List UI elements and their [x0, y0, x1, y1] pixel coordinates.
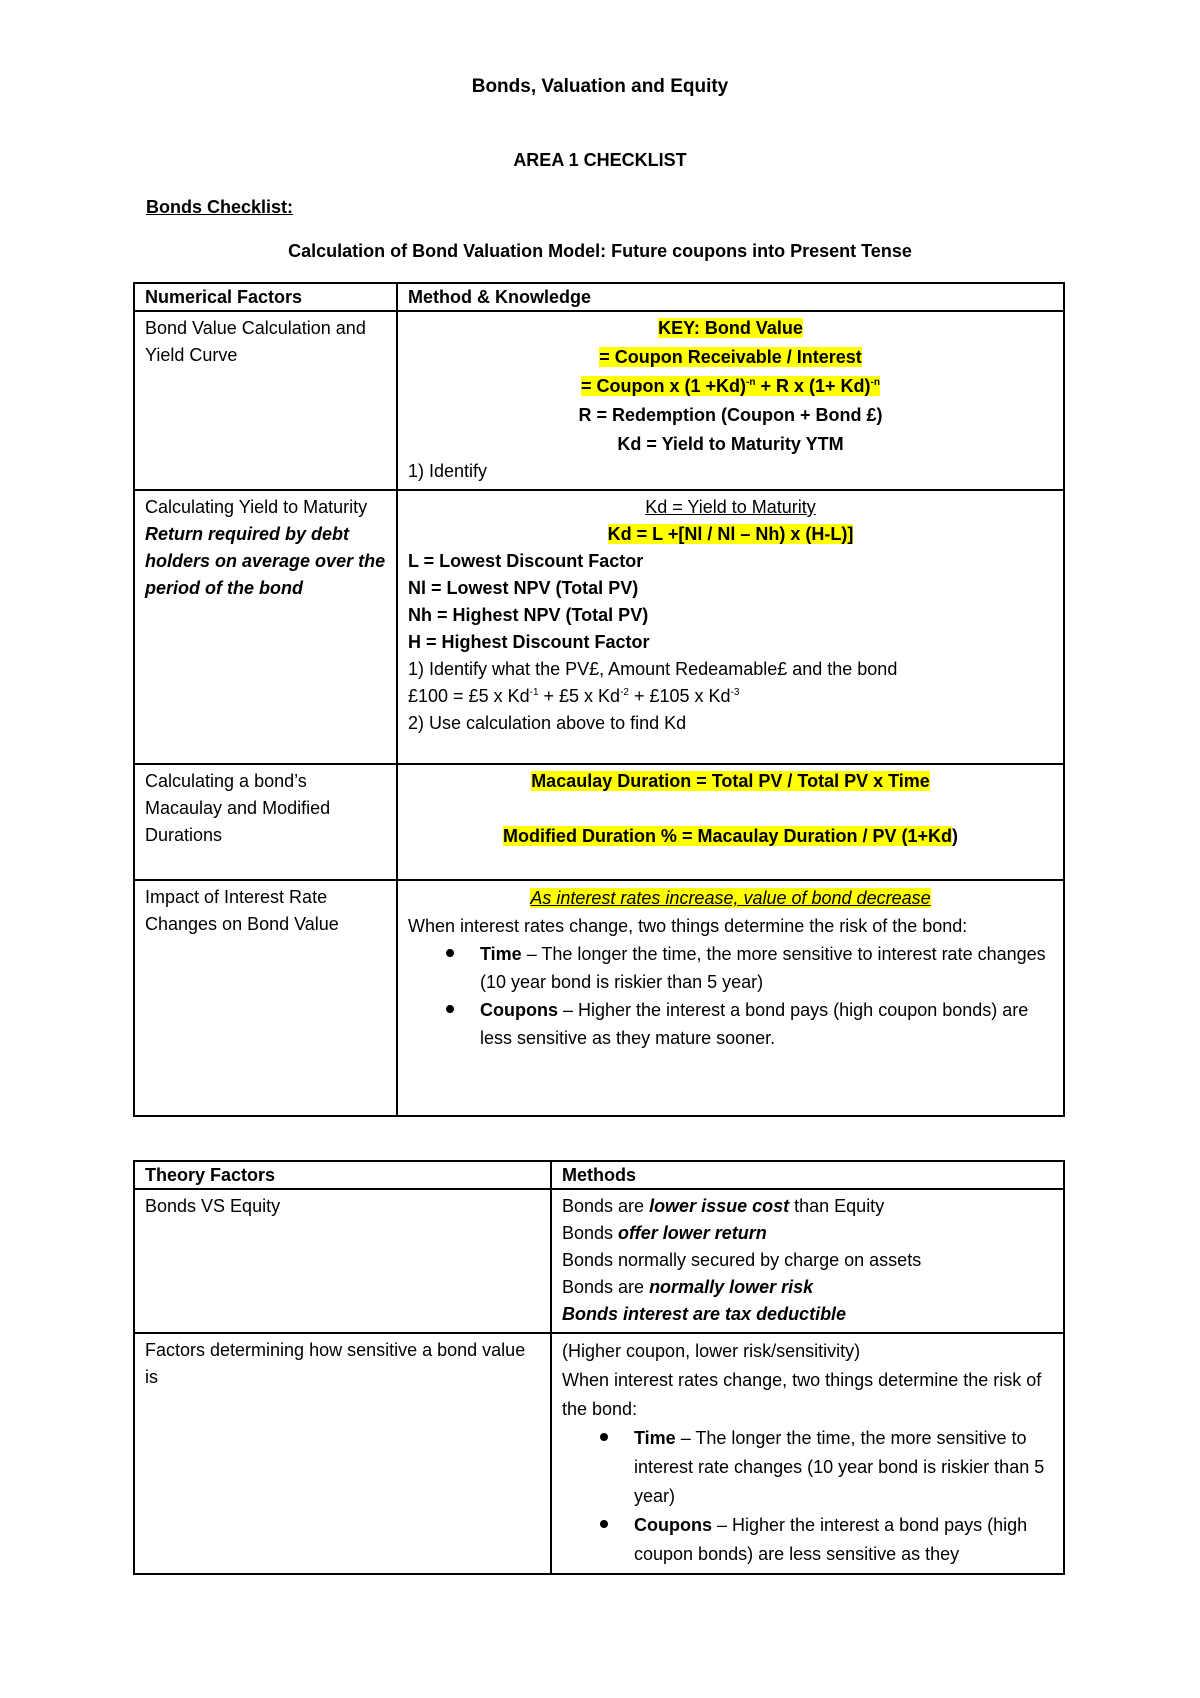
table-row — [134, 311, 1064, 490]
factor-cell: Bond Value Calculation and Yield Curve — [134, 311, 397, 490]
bond-value-formula: = Coupon x $(1 +Kd)^{-n} + R$ x $(1+ Kd)^{-n}$ — [581, 376, 880, 396]
definition-line: Nh = Highest NPV (Total PV) — [408, 605, 649, 625]
bonds-checklist-heading: Bonds Checklist: — [146, 197, 294, 217]
factor-label: Calculating Yield to Maturity — [145, 497, 368, 517]
column-header: Methods — [551, 1161, 1064, 1189]
factor-note: Return required by debt holders on average over the period of the bond — [145, 524, 386, 598]
method-line: Bonds interest are tax deductible — [562, 1304, 847, 1324]
method-line: Bonds offer lower return — [562, 1223, 767, 1243]
theory-factors-table — [133, 1160, 1065, 1575]
step-text: 1) Identify — [408, 461, 488, 481]
method-line: Bonds are normally lower risk — [562, 1277, 814, 1297]
method-cell — [397, 880, 1064, 1116]
kd-definition: Kd = Yield to Maturity YTM — [617, 434, 844, 454]
list-item: Coupons – Higher the interest a bond pays (high coupon bonds) are less sensitive as they mature sooner. — [480, 996, 1053, 1052]
key-bond-value: KEY: Bond Value — [658, 318, 803, 338]
list-item: Coupons – Higher the interest a bond pays (high coupon bonds) are less sensitive as they — [634, 1511, 1053, 1569]
document-title: Bonds, Valuation and Equity — [471, 76, 729, 97]
intro-text: When interest rates change, two things determine the risk of the bond: — [408, 916, 968, 936]
factor-cell: Calculating a bond’s Macaulay and Modified Durations — [134, 764, 397, 880]
definition-line: L = Lowest Discount Factor — [408, 551, 644, 571]
table-row — [134, 764, 1064, 880]
definition-line: Nl = Lowest NPV (Total PV) — [408, 578, 639, 598]
method-cell — [397, 490, 1064, 764]
column-header: Method & Knowledge — [397, 283, 1064, 311]
bullet-list — [408, 940, 1053, 1052]
modified-formula: Modified Duration % = Macaulay Duration / PV (1+Kd — [502, 826, 953, 846]
definition-line: H = Highest Discount Factor — [408, 632, 650, 652]
calculation-heading: Calculation of Bond Valuation Model: Future coupons into Present Tense — [288, 241, 912, 261]
macaulay-formula: Macaulay Duration = Total PV / Total PV x Time — [531, 771, 930, 791]
factor-cell: Impact of Interest Rate Changes on Bond Value — [134, 880, 397, 1116]
equation-line: = Coupon Receivable / Interest — [599, 347, 862, 367]
factor-cell: Factors determining how sensitive a bond value is — [134, 1333, 551, 1574]
list-item: Time – The longer the time, the more sensitive to interest rate changes (10 year bond is riskier than 5 year) — [480, 940, 1053, 996]
method-line: Bonds normally secured by charge on assets — [562, 1250, 922, 1270]
column-header: Theory Factors — [134, 1161, 551, 1189]
numerical-factors-table — [133, 282, 1065, 1117]
column-header: Numerical Factors — [134, 283, 397, 311]
method-cell — [397, 311, 1064, 490]
step-text: 2) Use calculation above to find Kd — [408, 713, 687, 733]
list-item: Time – The longer the time, the more sensitive to interest rate changes (10 year bond is riskier than 5 year) — [634, 1424, 1053, 1511]
table-header-row — [134, 1161, 1064, 1189]
method-cell — [551, 1189, 1064, 1333]
redemption-definition: R = Redemption (Coupon + Bond £) — [578, 405, 883, 425]
table-row — [134, 1189, 1064, 1333]
factor-cell: Bonds VS Equity — [134, 1189, 551, 1333]
method-note: (Higher coupon, lower risk/sensitivity) — [562, 1341, 861, 1361]
bullet-list — [562, 1424, 1053, 1569]
method-cell — [551, 1333, 1064, 1574]
table-row — [134, 490, 1064, 764]
intro-text: When interest rates change, two things determine the risk of the bond: — [562, 1370, 1042, 1419]
step-text: 1) Identify what the PV£, Amount Redeamable£ and the bond — [408, 659, 898, 679]
factor-cell — [134, 490, 397, 764]
table-row — [134, 1333, 1064, 1574]
area-heading: AREA 1 CHECKLIST — [513, 150, 687, 170]
example-formula: £100 = £5 x $Kd^{-1}$ + £5 x $Kd^{-2}$ + £105 x $Kd^{-3}$ — [408, 686, 740, 706]
table-row — [134, 880, 1064, 1116]
kd-formula: Kd = L +[Nl / Nl – Nh) x (H-L)] — [607, 524, 854, 544]
kd-title: Kd = Yield to Maturity — [645, 497, 816, 517]
interest-headline: As interest rates increase, value of bond decrease — [530, 888, 931, 908]
table-header-row — [134, 283, 1064, 311]
method-cell: Macaulay Duration = Total PV / Total PV x Time Modified Duration % = Macaulay Duration / PV (1+Kd) — [397, 764, 1064, 880]
method-line: Bonds are lower issue cost than Equity — [562, 1196, 885, 1216]
